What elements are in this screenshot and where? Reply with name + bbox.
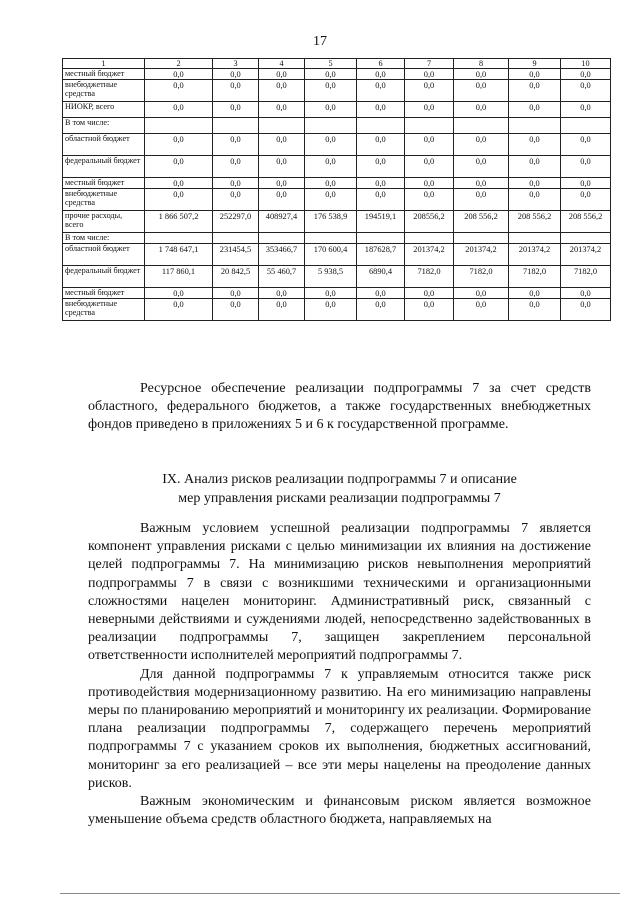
table-cell: 0,0	[509, 189, 561, 211]
table-cell	[305, 118, 357, 134]
table-header-cell: 4	[259, 59, 305, 69]
table-cell: 6890,4	[357, 266, 405, 288]
table-cell: 0,0	[509, 69, 561, 80]
section-paragraph: Важным экономическим и финансовым риском является возможное уменьшение объема средств областного бюджета, направляемых на	[88, 794, 591, 828]
table-cell: 117 860,1	[145, 266, 213, 288]
table-header-cell: 9	[509, 59, 561, 69]
table-header-cell: 3	[213, 59, 259, 69]
table-row	[63, 233, 611, 244]
table-cell	[405, 233, 454, 244]
table-cell: 0,0	[357, 288, 405, 299]
table-cell: 0,0	[561, 178, 611, 189]
table-cell: 0,0	[305, 189, 357, 211]
table-cell: 0,0	[405, 288, 454, 299]
table-cell: 0,0	[357, 102, 405, 118]
table-cell: 0,0	[145, 178, 213, 189]
table-cell: 0,0	[561, 134, 611, 156]
table-cell: 201374,2	[561, 244, 611, 266]
table-cell	[561, 118, 611, 134]
table-cell	[357, 118, 405, 134]
table-cell: 0,0	[259, 288, 305, 299]
budget-table-wrapper	[62, 58, 610, 321]
table-cell	[405, 118, 454, 134]
table-cell: 0,0	[213, 134, 259, 156]
page-number: 17	[313, 34, 327, 49]
table-cell: 0,0	[405, 80, 454, 102]
table-row	[63, 189, 611, 211]
table-header-cell: 7	[405, 59, 454, 69]
budget-table	[62, 58, 611, 321]
table-cell	[145, 118, 213, 134]
table-cell: 252297,0	[213, 211, 259, 233]
table-cell: 7182,0	[509, 266, 561, 288]
table-cell: 20 842,5	[213, 266, 259, 288]
row-label: НИОКР, всего	[63, 102, 145, 118]
table-cell: 176 538,9	[305, 211, 357, 233]
table-cell: 0,0	[357, 299, 405, 321]
table-cell: 0,0	[509, 102, 561, 118]
row-label: федеральный бюджет	[63, 156, 145, 178]
row-label: прочие расходы, всего	[63, 211, 145, 233]
table-cell: 0,0	[357, 178, 405, 189]
table-cell: 187628,7	[357, 244, 405, 266]
table-cell: 5 938,5	[305, 266, 357, 288]
table-cell: 0,0	[405, 102, 454, 118]
table-cell: 0,0	[145, 189, 213, 211]
table-header-cell: 2	[145, 59, 213, 69]
table-header-cell: 1	[63, 59, 145, 69]
table-cell: 0,0	[145, 134, 213, 156]
section-paragraph: Для данной подпрограммы 7 к управляемым относится также риск противодействия модернизационному развитию. На его минимизацию направлены меры по планированию мероприятий и мониторингу их реализации. Формирование плана реализации подпрограммы 7, содержащего перечень мероприятий подпрограммы 7 с указанием сроков их выполнения, бюджетных ассигнований, мониторинг за его реализацией – все эти меры нацелены на преодоление данных рисков.	[88, 666, 591, 791]
table-cell: 0,0	[259, 102, 305, 118]
table-cell: 0,0	[454, 156, 509, 178]
table-row	[63, 299, 611, 321]
table-cell	[259, 118, 305, 134]
table-cell: 0,0	[213, 288, 259, 299]
table-cell: 0,0	[561, 156, 611, 178]
table-cell: 0,0	[213, 189, 259, 211]
table-cell: 0,0	[561, 69, 611, 80]
table-cell: 0,0	[145, 69, 213, 80]
table-cell: 55 460,7	[259, 266, 305, 288]
table-cell: 0,0	[305, 102, 357, 118]
table-cell: 0,0	[305, 156, 357, 178]
table-header-cell: 6	[357, 59, 405, 69]
intro-text	[88, 380, 591, 435]
table-row	[63, 118, 611, 134]
table-cell: 201374,2	[405, 244, 454, 266]
table-cell: 0,0	[357, 80, 405, 102]
table-cell: 0,0	[509, 299, 561, 321]
table-header-cell: 5	[305, 59, 357, 69]
table-header-cell: 8	[454, 59, 509, 69]
table-cell: 0,0	[454, 288, 509, 299]
table-cell: 0,0	[145, 102, 213, 118]
table-cell: 0,0	[145, 80, 213, 102]
table-cell: 0,0	[213, 69, 259, 80]
row-label: местный бюджет	[63, 69, 145, 80]
table-cell: 0,0	[454, 134, 509, 156]
table-cell: 208 556,2	[509, 211, 561, 233]
table-cell	[561, 233, 611, 244]
table-cell	[145, 233, 213, 244]
table-cell: 231454,5	[213, 244, 259, 266]
table-cell: 0,0	[454, 189, 509, 211]
table-row	[63, 266, 611, 288]
row-label: местный бюджет	[63, 288, 145, 299]
row-label: внебюджетные средства	[63, 80, 145, 102]
table-cell: 0,0	[259, 69, 305, 80]
table-cell: 208 556,2	[561, 211, 611, 233]
table-cell: 7182,0	[405, 266, 454, 288]
table-row	[63, 156, 611, 178]
table-cell	[509, 233, 561, 244]
table-cell: 0,0	[509, 134, 561, 156]
table-cell: 0,0	[305, 80, 357, 102]
table-cell: 0,0	[259, 156, 305, 178]
table-cell: 0,0	[145, 299, 213, 321]
table-cell: 0,0	[405, 178, 454, 189]
table-cell: 0,0	[305, 134, 357, 156]
table-cell: 0,0	[561, 288, 611, 299]
table-cell: 0,0	[213, 80, 259, 102]
table-cell: 0,0	[145, 288, 213, 299]
row-label: областной бюджет	[63, 134, 145, 156]
table-cell: 0,0	[454, 299, 509, 321]
table-cell: 170 600,4	[305, 244, 357, 266]
table-cell: 0,0	[357, 134, 405, 156]
table-cell: 0,0	[561, 189, 611, 211]
table-row	[63, 102, 611, 118]
row-label: В том числе:	[63, 233, 145, 244]
table-cell: 0,0	[509, 80, 561, 102]
table-cell: 0,0	[405, 69, 454, 80]
table-cell: 201374,2	[509, 244, 561, 266]
table-body	[63, 69, 611, 321]
table-cell	[454, 118, 509, 134]
table-cell: 0,0	[509, 156, 561, 178]
row-label: местный бюджет	[63, 178, 145, 189]
table-cell: 1 748 647,1	[145, 244, 213, 266]
table-cell: 0,0	[213, 299, 259, 321]
table-cell: 0,0	[259, 299, 305, 321]
table-cell: 7182,0	[561, 266, 611, 288]
section-body	[88, 520, 591, 829]
table-cell: 0,0	[305, 299, 357, 321]
table-row	[63, 134, 611, 156]
section-heading	[88, 470, 591, 508]
table-cell: 0,0	[305, 178, 357, 189]
table-cell: 194519,1	[357, 211, 405, 233]
table-cell: 408927,4	[259, 211, 305, 233]
table-cell: 0,0	[454, 80, 509, 102]
table-row	[63, 69, 611, 80]
table-cell	[259, 233, 305, 244]
table-cell: 0,0	[454, 69, 509, 80]
table-cell: 201374,2	[454, 244, 509, 266]
table-cell	[305, 233, 357, 244]
bottom-rule	[60, 893, 620, 894]
table-cell: 0,0	[357, 156, 405, 178]
table-cell: 0,0	[561, 102, 611, 118]
table-cell	[213, 233, 259, 244]
table-cell	[213, 118, 259, 134]
table-cell: 208556,2	[405, 211, 454, 233]
row-label: В том числе:	[63, 118, 145, 134]
table-cell: 0,0	[357, 69, 405, 80]
table-cell	[454, 233, 509, 244]
section-heading-line-2: мер управления рисками реализации подпрограммы 7	[178, 491, 501, 506]
table-row	[63, 178, 611, 189]
table-header-row	[63, 59, 611, 69]
table-cell: 353466,7	[259, 244, 305, 266]
table-cell: 0,0	[561, 299, 611, 321]
table-cell: 0,0	[259, 178, 305, 189]
row-label: внебюджетные средства	[63, 299, 145, 321]
table-cell: 0,0	[405, 134, 454, 156]
table-cell: 0,0	[509, 178, 561, 189]
table-row	[63, 244, 611, 266]
table-cell	[357, 233, 405, 244]
intro-paragraph: Ресурсное обеспечение реализации подпрограммы 7 за счет средств областного, федерального бюджетов, а также государственных внебюджетных фондов приведено в приложениях 5 и 6 к государственной программе.	[88, 381, 591, 433]
row-label: внебюджетные средства	[63, 189, 145, 211]
table-cell: 1 866 507,2	[145, 211, 213, 233]
table-header-cell: 10	[561, 59, 611, 69]
section-heading-line-1: IX. Анализ рисков реализации подпрограммы 7 и описание	[162, 472, 517, 487]
table-cell: 0,0	[509, 288, 561, 299]
table-cell: 0,0	[405, 299, 454, 321]
table-row	[63, 80, 611, 102]
table-cell: 0,0	[213, 156, 259, 178]
table-cell: 0,0	[454, 102, 509, 118]
table-cell: 0,0	[259, 134, 305, 156]
row-label: федеральный бюджет	[63, 266, 145, 288]
table-cell: 0,0	[405, 156, 454, 178]
table-cell: 0,0	[305, 288, 357, 299]
table-cell: 0,0	[357, 189, 405, 211]
section-paragraph: Важным условием успешной реализации подпрограммы 7 является компонент управления рисками с целью минимизации их влияния на достижение целей подпрограммы 7. На минимизацию рисков невыполнения мероприятий подпрограммы 7 в связи с возникшими техническими и организационными сложностями нацелен мониторинг. Административный риск, связанный с неверными действиями и суждениями людей, непосредственно задействованных в реализации подпрограммы 7, защищен закреплением персональной ответственности исполнителей мероприятий подпрограммы 7.	[88, 521, 591, 664]
table-cell: 0,0	[259, 80, 305, 102]
table-row	[63, 211, 611, 233]
row-label: областной бюджет	[63, 244, 145, 266]
table-cell: 0,0	[405, 189, 454, 211]
table-cell	[509, 118, 561, 134]
table-cell: 0,0	[561, 80, 611, 102]
table-cell: 0,0	[213, 102, 259, 118]
table-row	[63, 288, 611, 299]
table-cell: 7182,0	[454, 266, 509, 288]
table-cell: 0,0	[259, 189, 305, 211]
table-cell: 0,0	[454, 178, 509, 189]
table-cell: 0,0	[213, 178, 259, 189]
table-cell: 0,0	[145, 156, 213, 178]
table-cell: 0,0	[305, 69, 357, 80]
table-cell: 208 556,2	[454, 211, 509, 233]
